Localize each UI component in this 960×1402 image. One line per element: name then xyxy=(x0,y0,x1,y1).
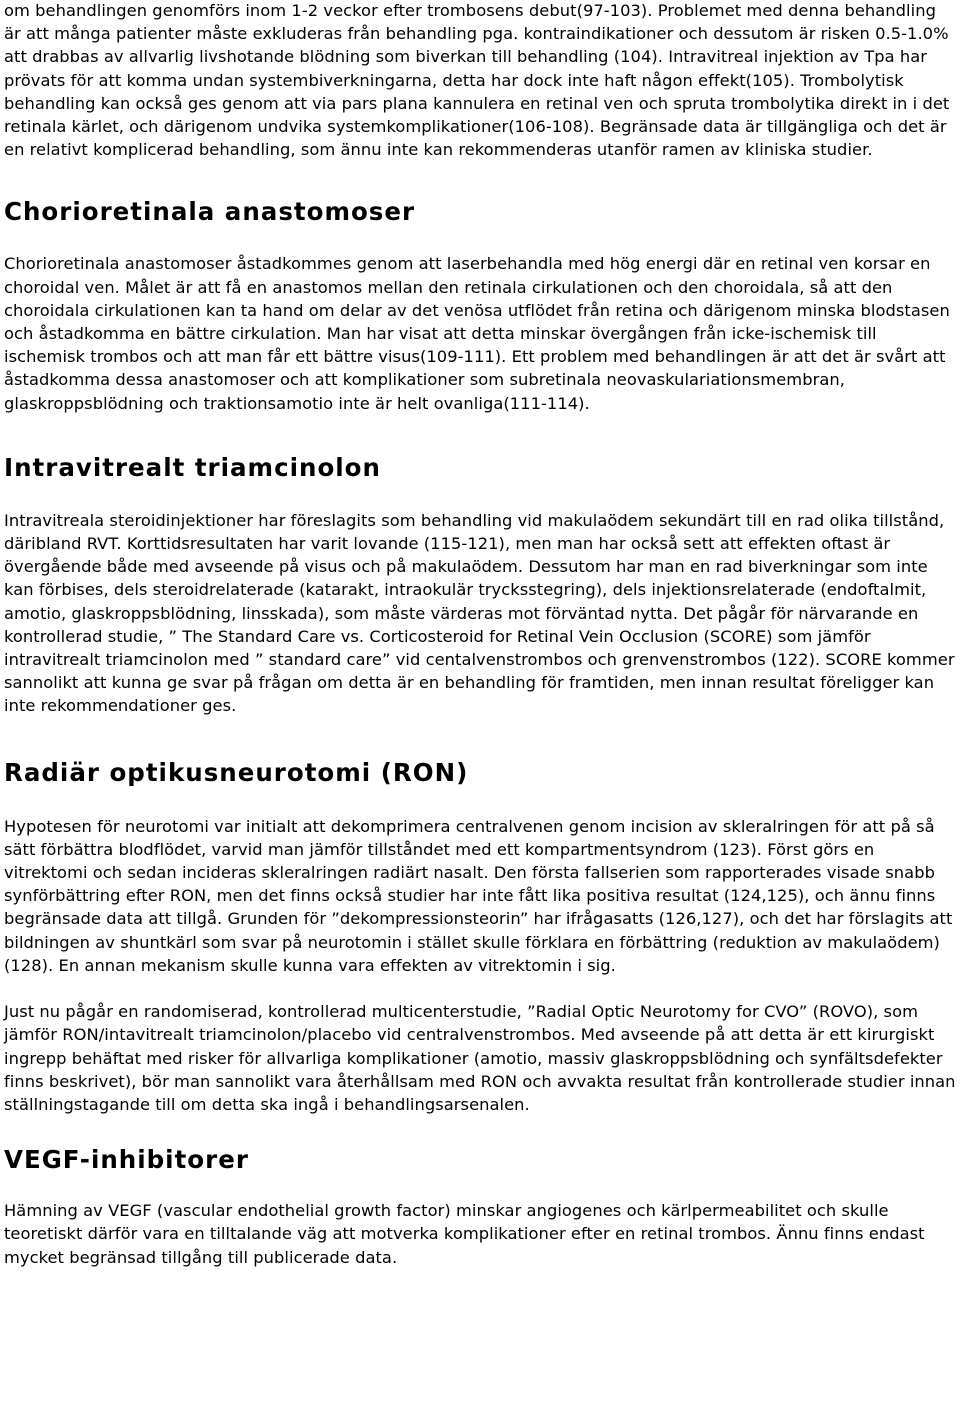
section-heading: VEGF-inhibitorer xyxy=(4,1145,249,1175)
section-heading: Intravitrealt triamcinolon xyxy=(4,452,381,482)
section-heading: Chorioretinala anastomoser xyxy=(4,197,416,227)
section-paragraph: Chorioretinala anastomoser åstadkommes genom att laserbehandla med hög energi där en retinal ven korsar en choroidal ven. Målet är att få en anastomos mellan den retinala cirkulationen och den choroidala, så att den choroidala cirkulationen kan ta hand om delar av det venösa utflödet från retina och därigenom minska blodstasen och åstadkomma en bättre cirkulation. Man har visat att detta minskar övergången från icke-ischemisk till ischemisk trombos och att man får ett bättre visus(109-111). Ett problem med behandlingen är att det är svårt att åstadkomma dessa anastomoser och att komplikationer som subretinala neovaskulariationsmembran, glaskroppsblödning och traktionsamotio inte är helt ovanliga(111-114). xyxy=(4,254,950,413)
section-paragraph: Hämning av VEGF (vascular endothelial growth factor) minskar angiogenes och kärlpermeabilitet och skulle teoretiskt därför vara en tilltalande väg att motverka komplikationer efter en retinal trombos. Ännu finns endast mycket begränsad tillgång till publicerade data. xyxy=(4,1201,925,1267)
section-vegf-inhibitors xyxy=(4,1145,956,1269)
section-paragraph: Just nu pågår en randomiserad, kontrollerad multicenterstudie, ”Radial Optic Neurotomy for CVO” (ROVO), som jämför RON/intavitrealt triamcinolon/placebo vid centralvenstrombos. Med avseende på att detta är ett kirurgiskt ingrepp behäftat med risker för allvarliga komplikationer (amotio, massiv glaskroppsblödning och synfältsdefekter finns beskrivet), bör man sannolikt vara återhållsam med RON och avvakta resultat från kontrollerade studier innan ställningstagande till om detta ska ingå i behandlingsarsenalen. xyxy=(4,1002,956,1114)
section-radial-optic-neurotomy xyxy=(4,758,956,1116)
section-heading: Radiär optikusneurotomi (RON) xyxy=(4,757,469,787)
section-paragraph: Intravitreala steroidinjektioner har föreslagits som behandling vid makulaödem sekundärt till en rad olika tillstånd, däribland RVT. Korttidsresultaten har varit lovande (115-121), men man har också sett att effekten oftast är övergående både med avseende på visus och på makulaödem. Dessutom har man en rad biverkningar som inte kan förbises, dels steroidrelaterade (katarakt, intraokulär trycksstegring), dels injektionsrelaterade (endoftalmit, amotio, glaskroppsblödning, linsskada), som måste värderas mot förväntad nytta. Det pågår för närvarande en kontrollerad studie, ” The Standard Care vs. Corticosteroid for Retinal Vein Occlusion (SCORE) som jämför intravitrealt triamcinolon med ” standard care” vid centalvenstrombos och grenvenstrombos (122). SCORE kommer sannolikt att kunna ge svar på frågan om detta är en behandling för framtiden, men innan resultat föreligger kan inte rekommendationer ges. xyxy=(4,510,955,716)
section-paragraph: Hypotesen för neurotomi var initialt att dekomprimera centralvenen genom incision av skleralringen för att på så sätt förbättra blodflödet, varvid man jämför tillståndet med ett kompartmentsyndrom (123). Först görs en vitrektomi och sedan incideras skleralringen radiärt nasalt. Den första fallserien som rapporterades visade snabb synförbättring efter RON, men det finns också studier har inte fått lika positiva resultat (124,125), och ännu finns begränsade data att tillgå. Grunden för ”dekompressionsteorin” har ifrågasatts (126,127), och det har förslagits att bildningen av shuntkärl som svar på neurotomin i stället skulle förklara en förbättring (reduktion av makulaödem) (128). En annan mekanism skulle kunna vara effekten av vitrektomin i sig. xyxy=(4,816,953,975)
section-intravitreal-triamcinolone xyxy=(4,453,956,718)
intro-paragraph: om behandlingen genomförs inom 1-2 veckor efter trombosens debut(97-103). Problemet med denna behandling är att många patienter måste exkluderas från behandling pga. kontraindikationer och dessutom är risken 0.5-1.0% att drabbas av allvarlig livshotande blödning som biverkan till behandling (104). Intravitreal injektion av Tpa har prövats för att komma undan systembiverkningarna, detta har dock inte haft någon effekt(105). Trombolytisk behandling kan också ges genom att via pars plana kannulera en retinal ven och spruta trombolytika direkt in i det retinala kärlet, och därigenom undvika systemkomplikationer(106-108). Begränsade data är tillgängliga och det är en relativt komplicerad behandling, som ännu inte kan rekommenderas utanför ramen av kliniska studier. xyxy=(4,1,950,160)
section-chorioretinal-anastomoses xyxy=(4,197,956,414)
